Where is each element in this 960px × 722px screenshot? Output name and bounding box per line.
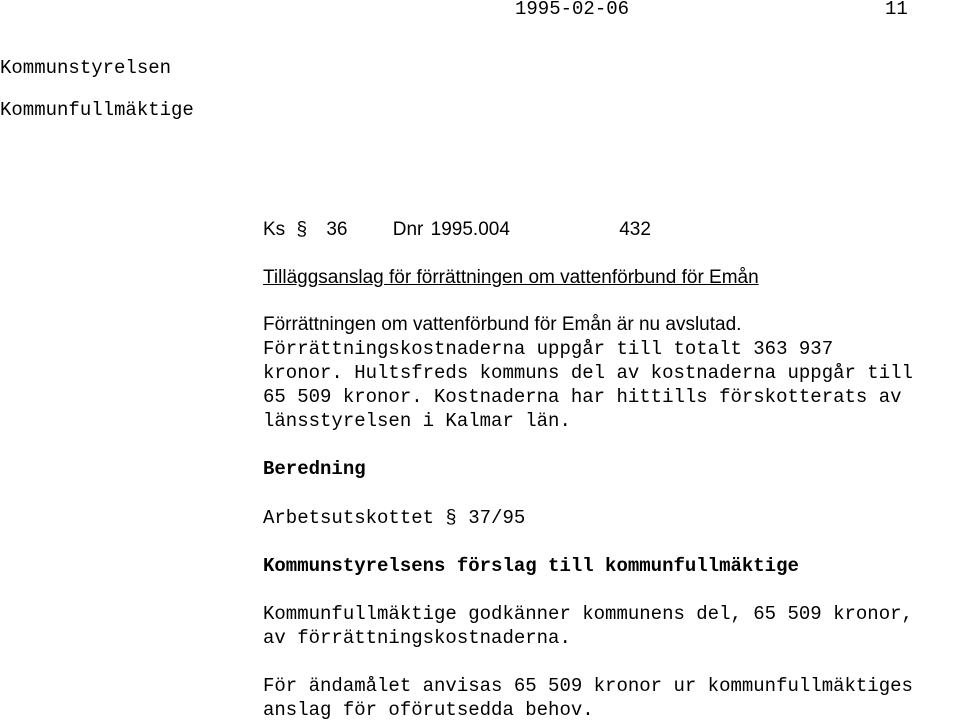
proposal-p2-line-1: För ändamålet anvisas 65 509 kronor ur kommunfullmäktiges	[263, 675, 913, 697]
addressee-kommunfullmaktige: Kommunfullmäktige	[0, 99, 194, 121]
dnr-label: Dnr	[392, 219, 424, 240]
intro-paragraph	[263, 313, 741, 337]
page-number: 11	[885, 0, 908, 20]
intro-line-2: Förrättningskostnaderna uppgår till totalt 363 937	[263, 338, 834, 360]
page-title: Tilläggsanslag för förrättningen om vattenförbund för Emån	[263, 267, 759, 288]
intro-line-5: länsstyrelsen i Kalmar län.	[263, 410, 571, 432]
reference-code: 432	[619, 219, 651, 240]
proposal-paragraph-1	[263, 602, 913, 650]
section-symbol: §	[296, 219, 308, 240]
intro-paragraph-continued	[263, 337, 913, 433]
intro-line-1: Förrättningen om vattenförbund för Emån är nu avslutad.	[263, 314, 742, 335]
dnr-value: 1995.004	[430, 219, 510, 240]
proposal-paragraph-2	[263, 674, 913, 722]
document-date: 1995-02-06	[515, 0, 630, 20]
proposal-heading: Kommunstyrelsens förslag till kommunfullmäktige	[263, 555, 799, 577]
reference-line	[263, 218, 651, 242]
intro-line-4: 65 509 kronor. Kostnaderna har hittills förskotterats av	[263, 386, 902, 408]
intro-line-3: kronor. Hultsfreds kommuns del av kostnaderna uppgår till	[263, 362, 913, 384]
proposal-p1-line-1: Kommunfullmäktige godkänner kommunens del, 65 509 kronor,	[263, 603, 913, 625]
beredning-text: Arbetsutskottet § 37/95	[263, 507, 526, 529]
addressee-kommunstyrelsen: Kommunstyrelsen	[0, 57, 172, 79]
beredning-heading: Beredning	[263, 458, 366, 480]
reference-prefix: Ks	[263, 219, 286, 240]
proposal-p1-line-2: av förrättningskostnaderna.	[263, 627, 571, 649]
reference-number: 36	[326, 219, 348, 240]
proposal-p2-line-2: anslag för oförutsedda behov.	[263, 699, 594, 721]
